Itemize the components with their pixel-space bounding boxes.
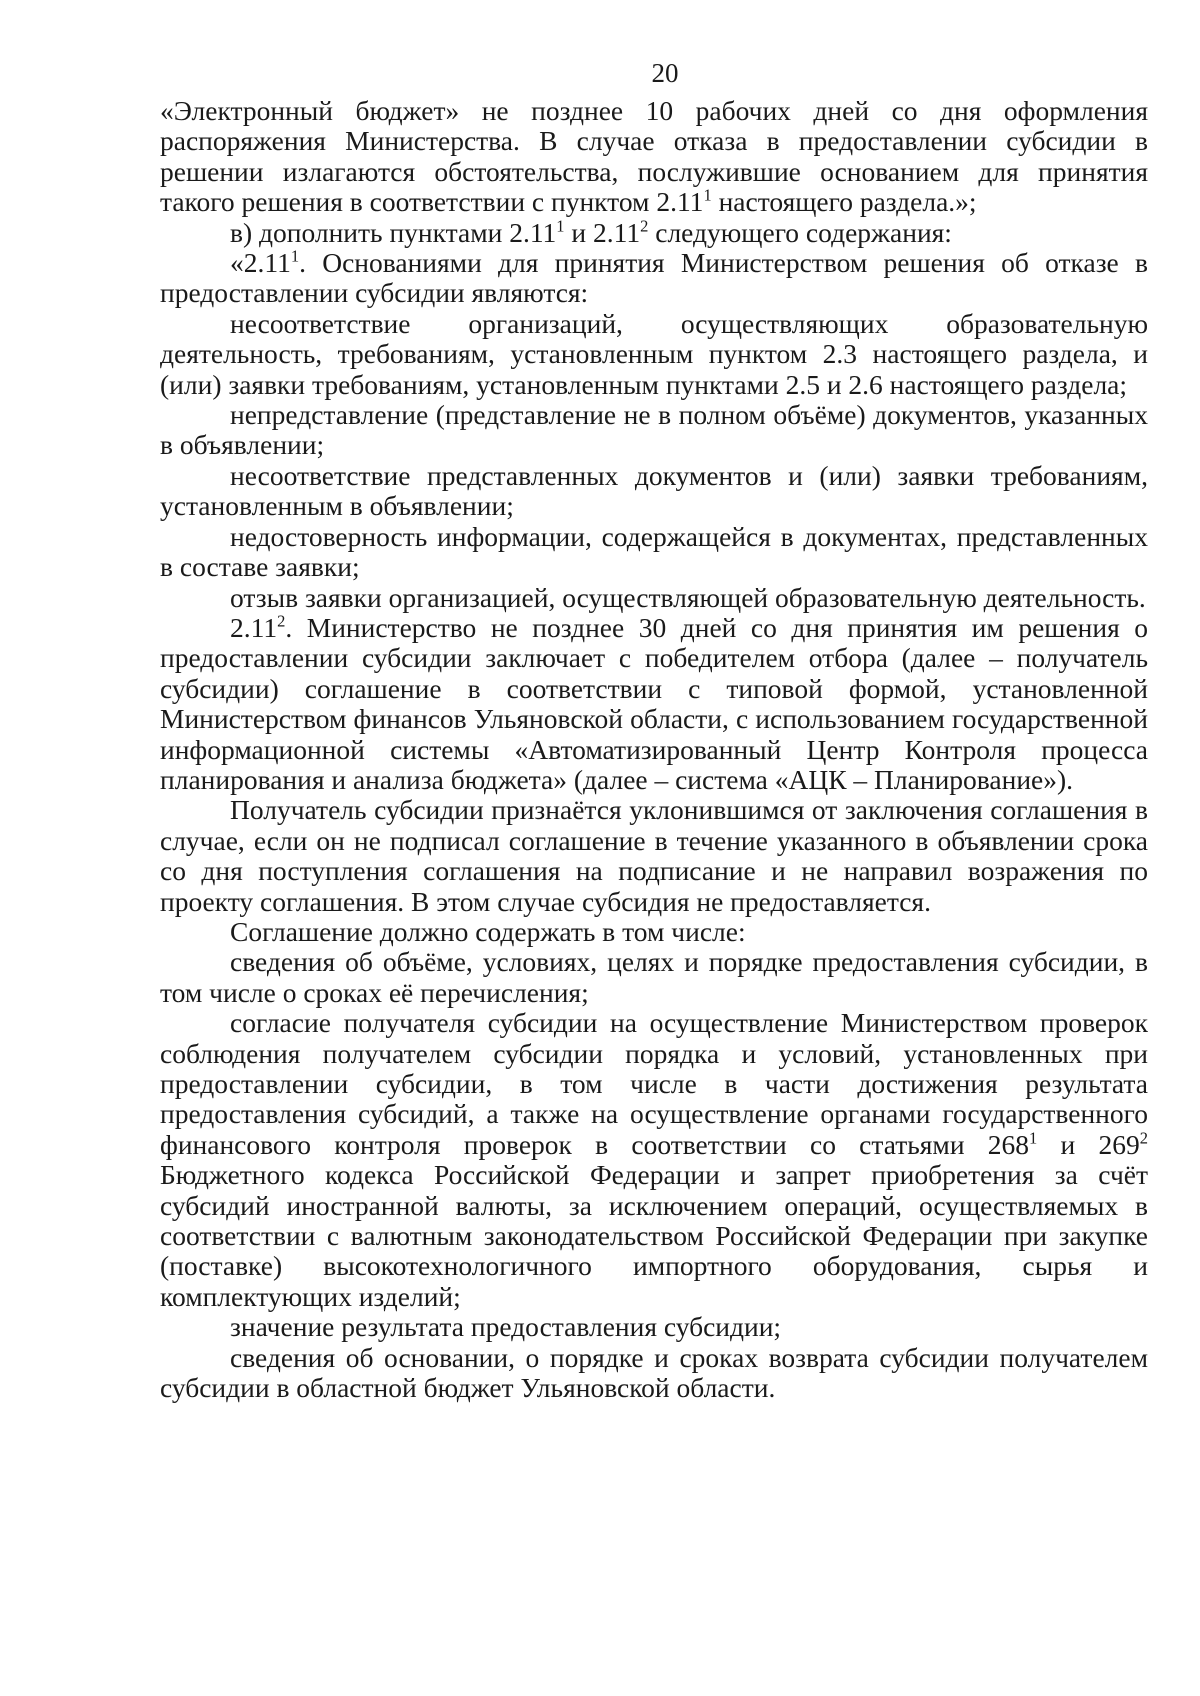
paragraph: 2.11$^2$. Министерство не позднее 30 дней со дня принятия им решения о предоставлении субсидии заключает с победителем отбора (далее – получатель субсидии) соглашение в соответствии с типовой формой, установленной Министерством финансов Ульяновской области, с использованием государственной информационной системы «Автоматизированный Центр Контроля процесса планирования и анализа бюджета» (далее – система «АЦК – Планирование»). [160, 611, 1148, 795]
paragraph: согласие получателя субсидии на осуществление Министерством проверок соблюдения получателем субсидии порядка и условий, установленных при предоставлении субсидии, в том числе в части достижения результата предоставления субсидий, а также на осуществление органами государственного финансового контроля проверок в соответствии со статьями $268^1$ и $269^2$ Бюджетного кодекса Российской Федерации и запрет приобретения за счёт субсидий иностранной валюты, за исключением операций, осуществляемых в соответствии с валютным законодательством Российской Федерации при закупке (поставке) высокотехнологичного импортного оборудования, сырья и комплектующих изделий; [160, 1007, 1148, 1312]
paragraph: несоответствие организаций, осуществляющих образовательную деятельность, требованиям, установленным пунктом 2.3 настоящего раздела, и (или) заявки требованиям, установленным пунктами 2.5 и 2.6 настоящего раздела; [160, 307, 1148, 400]
paragraph: Соглашение должно содержать в том числе: [230, 915, 746, 947]
paragraph: значение результата предоставления субсидии; [230, 1311, 782, 1343]
paragraph: отзыв заявки организацией, осуществляющей образовательную деятельность. [230, 581, 1146, 613]
paragraph: сведения об основании, о порядке и сроках возврата субсидии получателем субсидии в областной бюджет Ульяновской области. [160, 1341, 1148, 1404]
paragraph: сведения об объёме, условиях, целях и порядке предоставления субсидии, в том числе о сроках её перечисления; [160, 946, 1148, 1008]
paragraph: недостоверность информации, содержащейся в документах, представленных в составе заявки; [160, 520, 1148, 583]
paragraph: «2.11$^1$. Основаниями для принятия Министерством решения об отказе в предоставлении субсидии являются: [160, 246, 1148, 309]
paragraph: в) дополнить пунктами 2.11$^1$ и 2.11$^2$ следующего содержания: [230, 215, 952, 248]
paragraph: непредставление (представление не в полном объёме) документов, указанных в объявлении; [160, 399, 1148, 461]
paragraph: «Электронный бюджет» не позднее 10 рабочих дней со дня оформления распоряжения Министерства. В случае отказа в предоставлении субсидии в решении излагаются обстоятельства, послужившие основанием для принятия такого решения в соответствии с пунктом 2.11$^1$ настоящего раздела.»; [160, 95, 1148, 218]
page-number: 20 [651, 58, 679, 88]
paragraph: Получатель субсидии признаётся уклонившимся от заключения соглашения в случае, если он не подписал соглашение в течение указанного в объявлении срока со дня поступления соглашения на подписание и не направил возражения по проекту соглашения. В этом случае субсидия не предоставляется. [160, 794, 1148, 917]
document-body [160, 96, 1148, 1403]
paragraph: несоответствие представленных документов и (или) заявки требованиям, установленным в объявлении; [160, 459, 1148, 522]
